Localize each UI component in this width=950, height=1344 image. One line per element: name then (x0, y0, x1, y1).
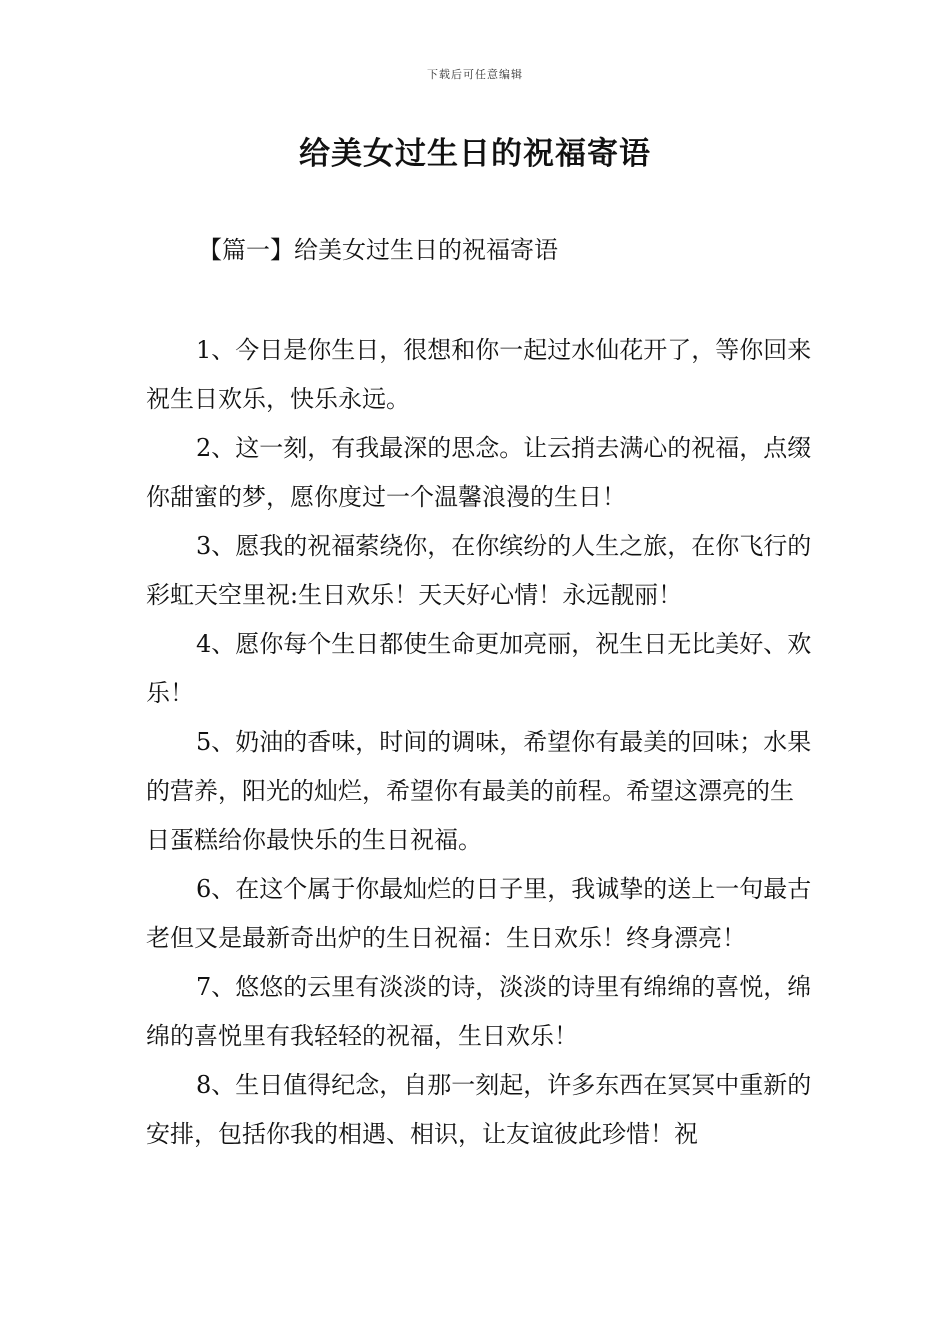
paragraph-5: 5、奶油的香味，时间的调味，希望你有最美的回味；水果的营养，阳光的灿烂，希望你有最美的前程。希望这漂亮的生日蛋糕给你最快乐的生日祝福。 (146, 728, 812, 854)
paragraph-3: 3、愿我的祝福萦绕你，在你缤纷的人生之旅，在你飞行的彩虹天空里祝:生日欢乐！天天好心情！永远靓丽！ (146, 532, 812, 609)
paragraph-1: 1、今日是你生日，很想和你一起过水仙花开了，等你回来祝生日欢乐，快乐永远。 (146, 336, 812, 413)
section-title: 【篇一】给美女过生日的祝福寄语 (198, 236, 558, 264)
paragraph-6: 6、在这个属于你最灿烂的日子里，我诚挚的送上一句最古老但又是最新奇出炉的生日祝福：生日欢乐！终身漂亮！ (146, 875, 812, 952)
header-note: 下载后可任意编辑 (427, 68, 523, 81)
paragraph-7: 7、悠悠的云里有淡淡的诗，淡淡的诗里有绵绵的喜悦，绵绵的喜悦里有我轻轻的祝福，生日欢乐！ (146, 973, 812, 1050)
document-body (146, 326, 816, 1159)
paragraph-2: 2、这一刻，有我最深的思念。让云捎去满心的祝福，点缀你甜蜜的梦，愿你度过一个温馨浪漫的生日！ (146, 434, 812, 511)
paragraph-8: 8、生日值得纪念，自那一刻起，许多东西在冥冥中重新的安排，包括你我的相遇、相识，让友谊彼此珍惜！祝 (146, 1071, 812, 1148)
paragraph-4: 4、愿你每个生日都使生命更加亮丽，祝生日无比美好、欢乐！ (146, 630, 812, 707)
document-title: 给美女过生日的祝福寄语 (299, 136, 651, 172)
